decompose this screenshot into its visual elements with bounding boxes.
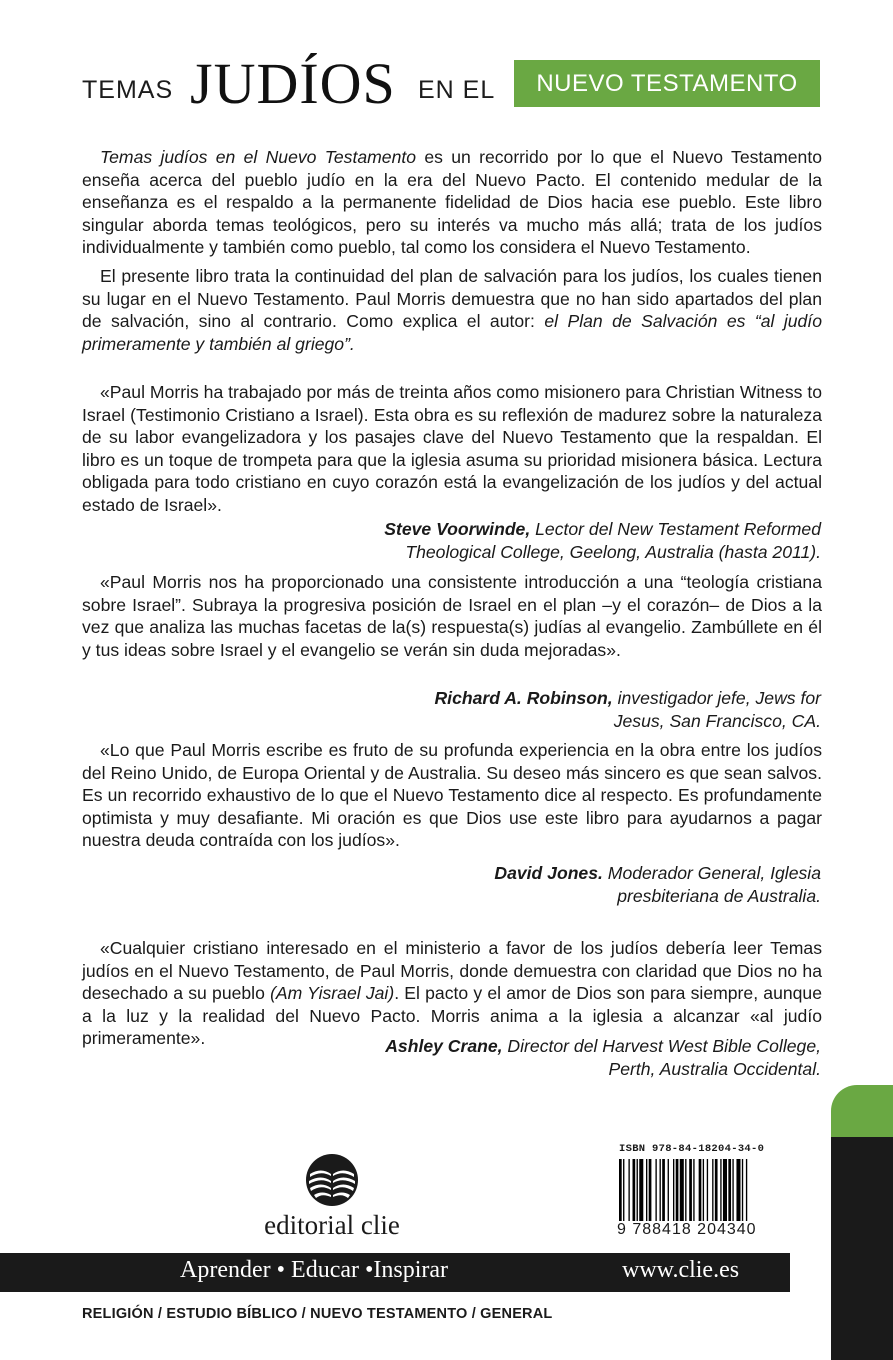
barcode-bar — [742, 1159, 743, 1225]
quote-role: presbiteriana de Australia. — [617, 885, 821, 906]
black-edge-band — [831, 1137, 893, 1360]
quote-author: Richard A. Robinson, — [434, 688, 613, 708]
endorsement-quote-1 — [82, 381, 822, 517]
barcode-bar — [655, 1159, 656, 1225]
endorsement-attribution-4 — [261, 1035, 821, 1080]
intro-book-title: Temas judíos en el Nuevo Testamento — [100, 147, 417, 167]
green-edge-tab — [831, 1085, 893, 1137]
endorsement-attribution-2 — [261, 687, 821, 732]
quote-role: Jesus, San Francisco, CA. — [613, 710, 821, 731]
intro-paragraph-1 — [82, 146, 822, 259]
title-temas: TEMAS — [82, 76, 174, 104]
publisher-website[interactable]: www.clie.es — [622, 1257, 740, 1283]
barcode-bar — [699, 1159, 702, 1225]
isbn-barcode — [617, 1143, 795, 1249]
quote-text: «Paul Morris nos ha proporcionado una consistente introducción a una “teología cristiana sobre Israel”. Subraya la progresiva posición de Israel en el plan –y el corazón– de Dios a la vez que analiza las muchas facetas de la(s) respuesta(s) judías al evangelio. Zambúllete en él y tus ideas sobre Israel y el evangelio se verán sin duda mejoradas». — [82, 572, 822, 660]
barcode-bar — [689, 1159, 692, 1225]
barcode-number: 9 788418 204340 — [617, 1221, 795, 1239]
slogan-separator: • — [276, 1257, 286, 1283]
barcode-bar — [736, 1159, 740, 1225]
endorsement-attribution-3 — [261, 862, 821, 907]
title-en-el: EN EL — [418, 76, 496, 104]
barcode-bars — [617, 1159, 795, 1225]
barcode-bar — [646, 1159, 647, 1225]
endorsement-quote-3 — [82, 739, 822, 852]
barcode-bar — [639, 1159, 643, 1225]
quote-text: «Paul Morris ha trabajado por más de treinta años como misionero para Christian Witness to Israel (Testimonio Cristiano a Israel). Esta obra es su reflexión de madurez sobre la naturaleza de su labor evangelizadora y los pasajes clave del Nuevo Testamento que la respaldan. El libro es un toque de trompeta para que la iglesia asuma su prioridad misionera básica. Lectura obligada para todo cristiano en cuyo corazón está la evangelización de los judíos y del actual estado de Israel». — [82, 382, 822, 515]
isbn-label: ISBN 978-84-18204-34-0 — [619, 1143, 765, 1155]
quote-text: «Lo que Paul Morris escribe es fruto de su profunda experiencia en la obra entre los judíos del Reino Unido, de Europa Oriental y de Australia. Su deseo más sincero es que sean salvos. Es un recorrido exhaustivo de lo que el Nuevo Testamento dice al respecto. Es profundamente optimista y muy desafiante. Mi oración es que Dios use este libro para ayudarnos a pagar nuestra deuda contraída con los judíos». — [82, 740, 822, 851]
quote-author: Steve Voorwinde, — [384, 519, 531, 539]
quote-role: Moderador General, Iglesia — [602, 863, 821, 883]
barcode-bar — [728, 1159, 731, 1225]
slogan-word: Aprender — [180, 1257, 271, 1283]
barcode-bar — [649, 1159, 652, 1225]
barcode-bar — [723, 1159, 727, 1225]
barcode-bar — [720, 1159, 721, 1225]
barcode-bar — [746, 1159, 747, 1225]
barcode-bar — [707, 1159, 708, 1225]
barcode-bar — [660, 1159, 661, 1225]
quote-text-italic: (Am Yisrael Jai) — [270, 983, 395, 1004]
barcode-bar — [668, 1159, 669, 1225]
endorsement-attribution-1 — [261, 518, 821, 563]
quote-role: Theological College, Geelong, Australia (hasta 2011). — [405, 541, 821, 562]
quote-role: Lector del New Testament Reformed — [530, 519, 821, 539]
barcode-bar — [715, 1159, 718, 1225]
barcode-bar — [633, 1159, 636, 1225]
slogan-word: Inspirar — [373, 1257, 449, 1283]
barcode-bar — [628, 1159, 629, 1225]
quote-text: «Cualquier cristiano interesado en el ministerio a favor de los judíos debería leer Temas judíos en el Nuevo Testamento, de Paul Morris, donde demuestra con claridad que Dios no ha desechado a su pueblo — [82, 938, 822, 1004]
publisher-logo — [242, 1152, 422, 1247]
intro-p2-text: El presente libro trata la continuidad del plan de salvación para los judíos, los cuales tienen su lugar en el Nuevo Testamento. Paul Morris demuestra que no han sido apartados del plan de salvación, sino al contrario. Como explica el autor: — [82, 266, 822, 332]
barcode-bar — [673, 1159, 674, 1225]
title-nuevo-testamento: NUEVO TESTAMENTO — [514, 60, 820, 107]
quote-text: . El pacto y el amor de Dios son para siempre, aunque a la luz y la realidad del Nuevo Pacto. Morris anima a la iglesia a alcanzar «al judío primeramente». — [82, 983, 822, 1049]
endorsement-quote-4 — [82, 937, 822, 1050]
barcode-bar — [637, 1159, 638, 1225]
barcode-bar — [680, 1159, 684, 1225]
barcode-bar — [619, 1159, 622, 1225]
barcode-bar — [685, 1159, 686, 1225]
quote-author: Ashley Crane, — [385, 1036, 503, 1056]
slogan-word: Educar — [291, 1257, 359, 1283]
footer-band — [0, 1253, 790, 1292]
open-book-globe-icon — [304, 1152, 360, 1208]
barcode-bar — [676, 1159, 679, 1225]
quote-role: Director del Harvest West Bible College, — [502, 1036, 821, 1056]
barcode-bar — [712, 1159, 713, 1225]
publisher-name: editorial clie — [264, 1210, 400, 1240]
title-judios: JUDÍOS — [190, 51, 396, 116]
intro-p1-text: es un recorrido por lo que el Nuevo Testamento enseña acerca del pueblo judío en la era del Nuevo Pacto. El contenido medular de la enseñanza es el respaldo a la permanente fidelidad de Dios hacia ese pueblo. Este libro singular aborda temas teológicos, pero su interés va mucho más allá; trata de los judíos individualmente y también como pueblo, tal como los considera el Nuevo Testamento. — [82, 147, 822, 258]
book-category: RELIGIÓN / ESTUDIO BÍBLICO / NUEVO TESTAMENTO / GENERAL — [82, 1306, 553, 1322]
endorsement-quote-2 — [82, 571, 822, 661]
intro-paragraph-2 — [82, 265, 822, 355]
barcode-bar — [732, 1159, 733, 1225]
intro-p2-italic: el Plan de Salvación es “al judío primeramente y también al griego”. — [82, 311, 822, 354]
barcode-bar — [623, 1159, 624, 1225]
barcode-bar — [662, 1159, 665, 1225]
barcode-bar — [703, 1159, 704, 1225]
slogan-separator: • — [365, 1257, 374, 1283]
quote-role: Perth, Australia Occidental. — [608, 1058, 821, 1079]
quote-role: investigador jefe, Jews for — [612, 688, 821, 708]
publisher-slogan — [180, 1257, 448, 1284]
quote-author: David Jones. — [494, 863, 603, 883]
barcode-bar — [693, 1159, 694, 1225]
